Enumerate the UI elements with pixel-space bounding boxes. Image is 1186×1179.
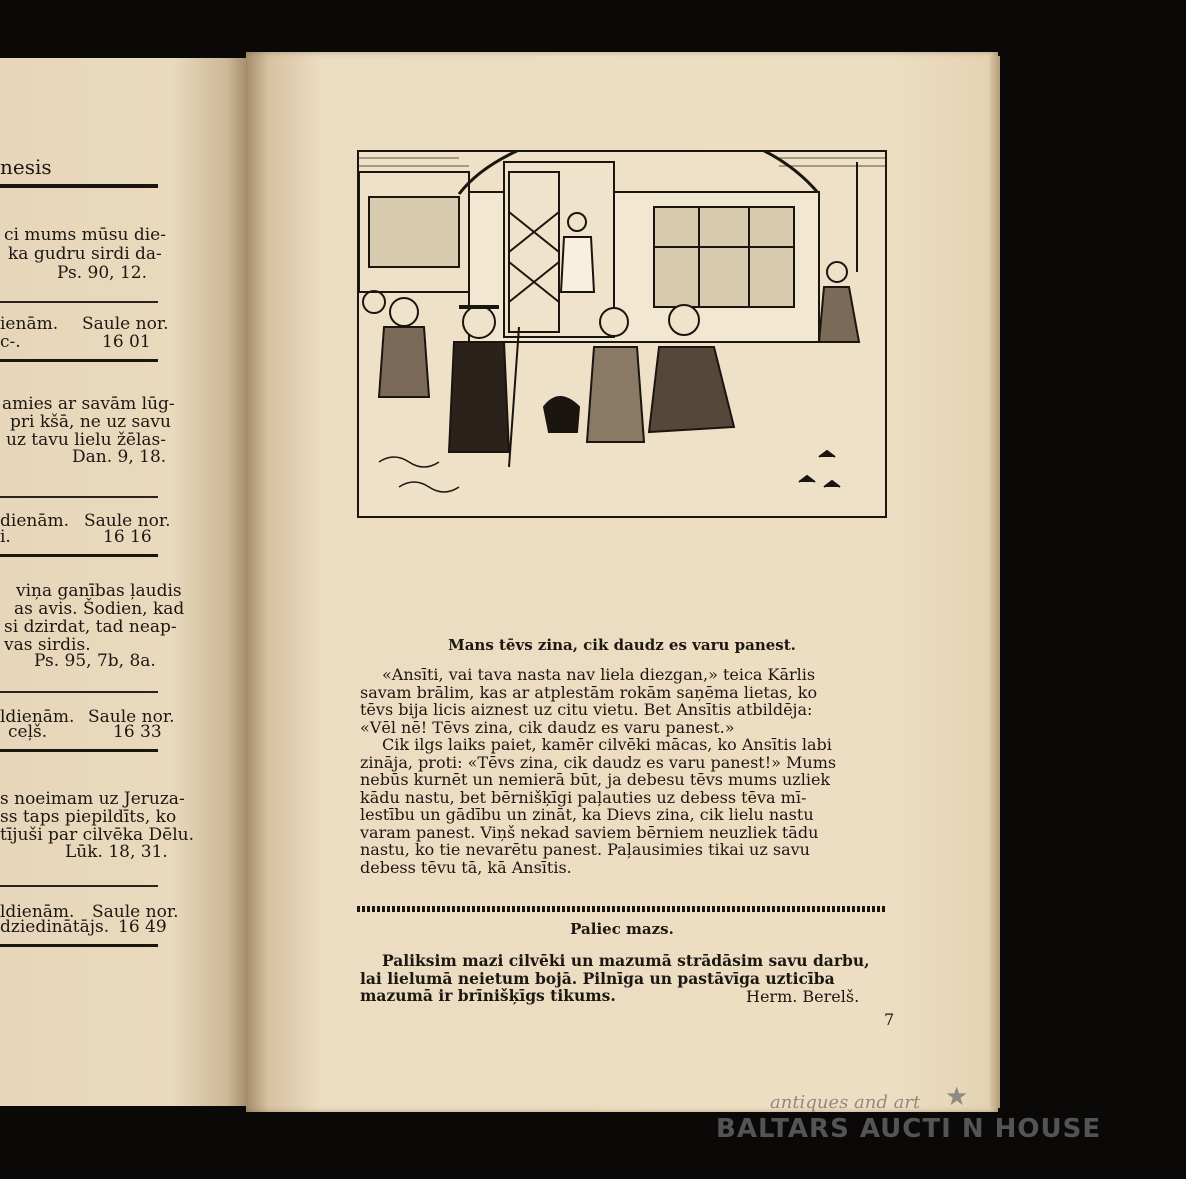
header-rule [0, 184, 158, 188]
verse-line: si dzirdat, tad neap- [4, 617, 177, 637]
verse-reference: Ps. 95, 7b, 8a. [34, 651, 156, 671]
divider [0, 554, 158, 557]
sunset-time: 16 01 [102, 332, 151, 352]
story-line: «Vēl nē! Tēvs zina, cik daudz es varu panest.» [360, 717, 735, 737]
second-line: lai lielumā neietum bojā. Pilnīga un pastāvīga uzticība [360, 968, 835, 988]
story-line: varam panest. Viņš nekad saviem bērniem neuzliek tādu [360, 822, 819, 842]
star-icon: ★ [945, 1082, 969, 1112]
story-line: kādu nastu, bet bērnišķīgi paļauties uz debess tēva mī- [360, 787, 807, 807]
sunset-time: 16 49 [118, 917, 167, 937]
street-scene-illustration [357, 150, 887, 518]
verse-line: ss taps piepildīts, ko [0, 807, 177, 827]
verse-line: amies ar savām lūg- [2, 394, 175, 414]
table-label: ldienām. [0, 902, 75, 922]
verse-reference: Lūk. 18, 31. [65, 842, 168, 862]
sunset-time: 16 33 [113, 722, 162, 742]
story-text [360, 666, 892, 876]
table-label: dienām. [0, 511, 69, 531]
dotted-separator [357, 906, 887, 912]
verse-line: ci mums mūsu die- [4, 225, 166, 245]
table-label: ceļš. [8, 722, 48, 742]
verse-reference: Ps. 90, 12. [57, 263, 147, 283]
divider [0, 885, 158, 887]
verse-line: s noeimam uz Jeruza- [0, 789, 185, 809]
story-line: nebūs kurnēt un nemierā būt, ja debesu tēvs mums uzliek [360, 770, 831, 789]
story-line: nastu, ko tie nevarētu panest. Paļausimies tikai uz savu [360, 840, 810, 859]
second-title: Paliec mazs. [570, 920, 674, 938]
watermark-text: BALTARS AUCTI N HOUSE [716, 1114, 1102, 1144]
left-page-header: nesis [0, 155, 52, 179]
story-line: «Ansīti, vai tava nasta nav liela diezgan,» teica Kārlis [382, 665, 816, 684]
table-label: ienām. [0, 314, 59, 334]
verse-line: vas sirdis. [4, 635, 91, 655]
page-number: 7 [884, 1010, 895, 1029]
verse-line: uz tavu lielu žēlas- [6, 430, 167, 450]
verse-line: viņa ganības ļaudis [16, 581, 182, 601]
table-label: i. [0, 527, 11, 547]
second-author: Herm. Berelš. [746, 987, 860, 1006]
story-title: Mans tēvs zina, cik daudz es varu panest. [448, 636, 796, 654]
table-label: dziedinātājs. [0, 917, 110, 937]
verse-line: pri kšā, ne uz savu [10, 412, 171, 432]
second-line: mazumā ir brīnišķīgs tikums. [360, 986, 616, 1005]
divider [0, 496, 158, 498]
story-line: debess tēvu tā, kā Ansītis. [360, 857, 572, 877]
divider [0, 749, 158, 752]
verse-line: as avis. Šodien, kad [14, 599, 185, 619]
sunset-label: Saule nor. [88, 707, 175, 727]
illustration-drawing [359, 152, 885, 516]
divider [0, 944, 158, 947]
second-line: Paliksim mazi cilvēki un mazumā strādāsim savu darbu, [382, 951, 870, 970]
divider [0, 359, 158, 362]
divider [0, 301, 158, 303]
verse-line: tījuši par cilvēka Dēlu. [0, 825, 194, 845]
table-label: c-. [0, 332, 21, 352]
watermark-subtitle: antiques and art [770, 1092, 921, 1113]
story-line: savam brālim, kas ar atplestām rokām saņēma lietas, ko [360, 682, 818, 702]
sunset-label: Saule nor. [84, 511, 171, 531]
story-line: tēvs bija licis aiznest uz citu vietu. Bet Ansītis atbildēja: [360, 700, 813, 719]
verse-reference: Dan. 9, 18. [72, 447, 167, 467]
story-line: Cik ilgs laiks paiet, kamēr cilvēki mācas, ko Ansītis labi [382, 735, 832, 754]
sunset-time: 16 16 [103, 527, 152, 547]
sunset-label: Saule nor. [92, 902, 179, 922]
divider [0, 691, 158, 693]
page-edge [990, 56, 1000, 1108]
story-line: lestību un gādību un zināt, ka Dievs zina, cik lielu nastu [360, 805, 814, 824]
table-label: ldienām. [0, 707, 75, 727]
sunset-label: Saule nor. [82, 314, 169, 334]
verse-line: ka gudru sirdi da- [8, 244, 162, 264]
story-line: zināja, proti: «Tēvs zina, cik daudz es varu panest!» Mums [360, 752, 837, 772]
